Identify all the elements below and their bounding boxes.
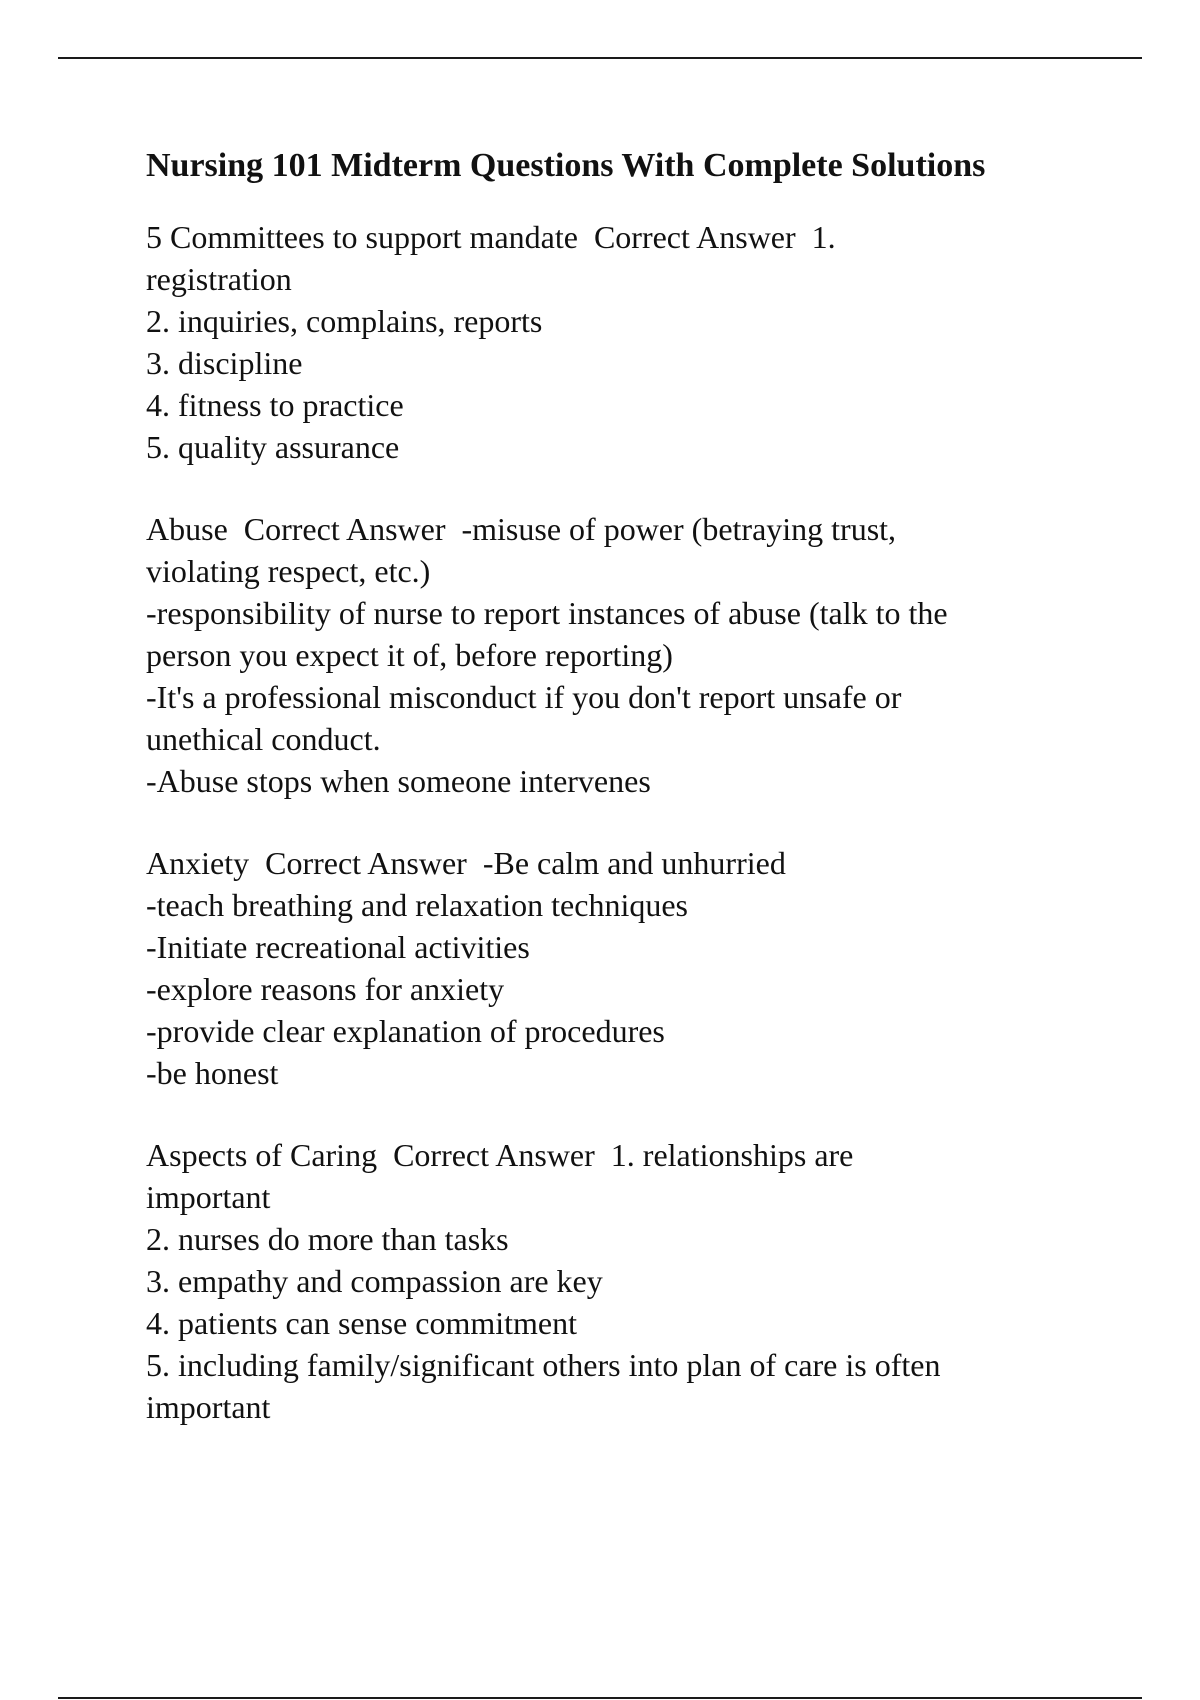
qa-answer-line: unethical conduct. — [146, 721, 381, 757]
qa-answer-line: 3. empathy and compassion are key — [146, 1263, 603, 1299]
qa-answer-line: 5. including family/significant others into plan of care is often — [146, 1347, 941, 1383]
qa-answer-line: violating respect, etc.) — [146, 553, 431, 589]
header-rule — [58, 57, 1142, 59]
qa-answer-line: 5. quality assurance — [146, 429, 400, 465]
qa-answer-line: 2. nurses do more than tasks — [146, 1221, 509, 1257]
qa-answer-line: -responsibility of nurse to report instances of abuse (talk to the — [146, 595, 948, 631]
qa-committees — [146, 216, 1076, 468]
qa-aspects-of-caring — [146, 1134, 1076, 1428]
document-body — [146, 140, 1076, 1468]
document-title: Nursing 101 Midterm Questions With Complete Solutions — [146, 147, 986, 184]
qa-answer-line: 2. inquiries, complains, reports — [146, 303, 543, 339]
qa-answer-line: 4. fitness to practice — [146, 387, 404, 423]
qa-answer-line: -teach breathing and relaxation techniques — [146, 887, 688, 923]
qa-answer-line: -explore reasons for anxiety — [146, 971, 505, 1007]
qa-answer-line: registration — [146, 261, 292, 297]
qa-question-line: Aspects of Caring Correct Answer 1. relationships are — [146, 1137, 854, 1173]
qa-answer-line: important — [146, 1179, 271, 1215]
qa-answer-line: important — [146, 1389, 271, 1425]
qa-answer-line: 4. patients can sense commitment — [146, 1305, 577, 1341]
footer-rule — [58, 1697, 1142, 1699]
qa-answer-line: -Abuse stops when someone intervenes — [146, 763, 651, 799]
qa-answer-line: -provide clear explanation of procedures — [146, 1013, 665, 1049]
qa-abuse — [146, 508, 1076, 802]
qa-answer-line: 3. discipline — [146, 345, 303, 381]
qa-answer-line: person you expect it of, before reporting) — [146, 637, 673, 673]
qa-answer-line: -It's a professional misconduct if you don't report unsafe or — [146, 679, 902, 715]
qa-question-line: Abuse Correct Answer -misuse of power (betraying trust, — [146, 511, 897, 547]
qa-anxiety — [146, 842, 1076, 1094]
qa-answer-line: -be honest — [146, 1055, 279, 1091]
qa-question-line: Anxiety Correct Answer -Be calm and unhurried — [146, 845, 786, 881]
qa-question-line: 5 Committees to support mandate Correct Answer 1. — [146, 219, 836, 255]
qa-answer-line: -Initiate recreational activities — [146, 929, 530, 965]
